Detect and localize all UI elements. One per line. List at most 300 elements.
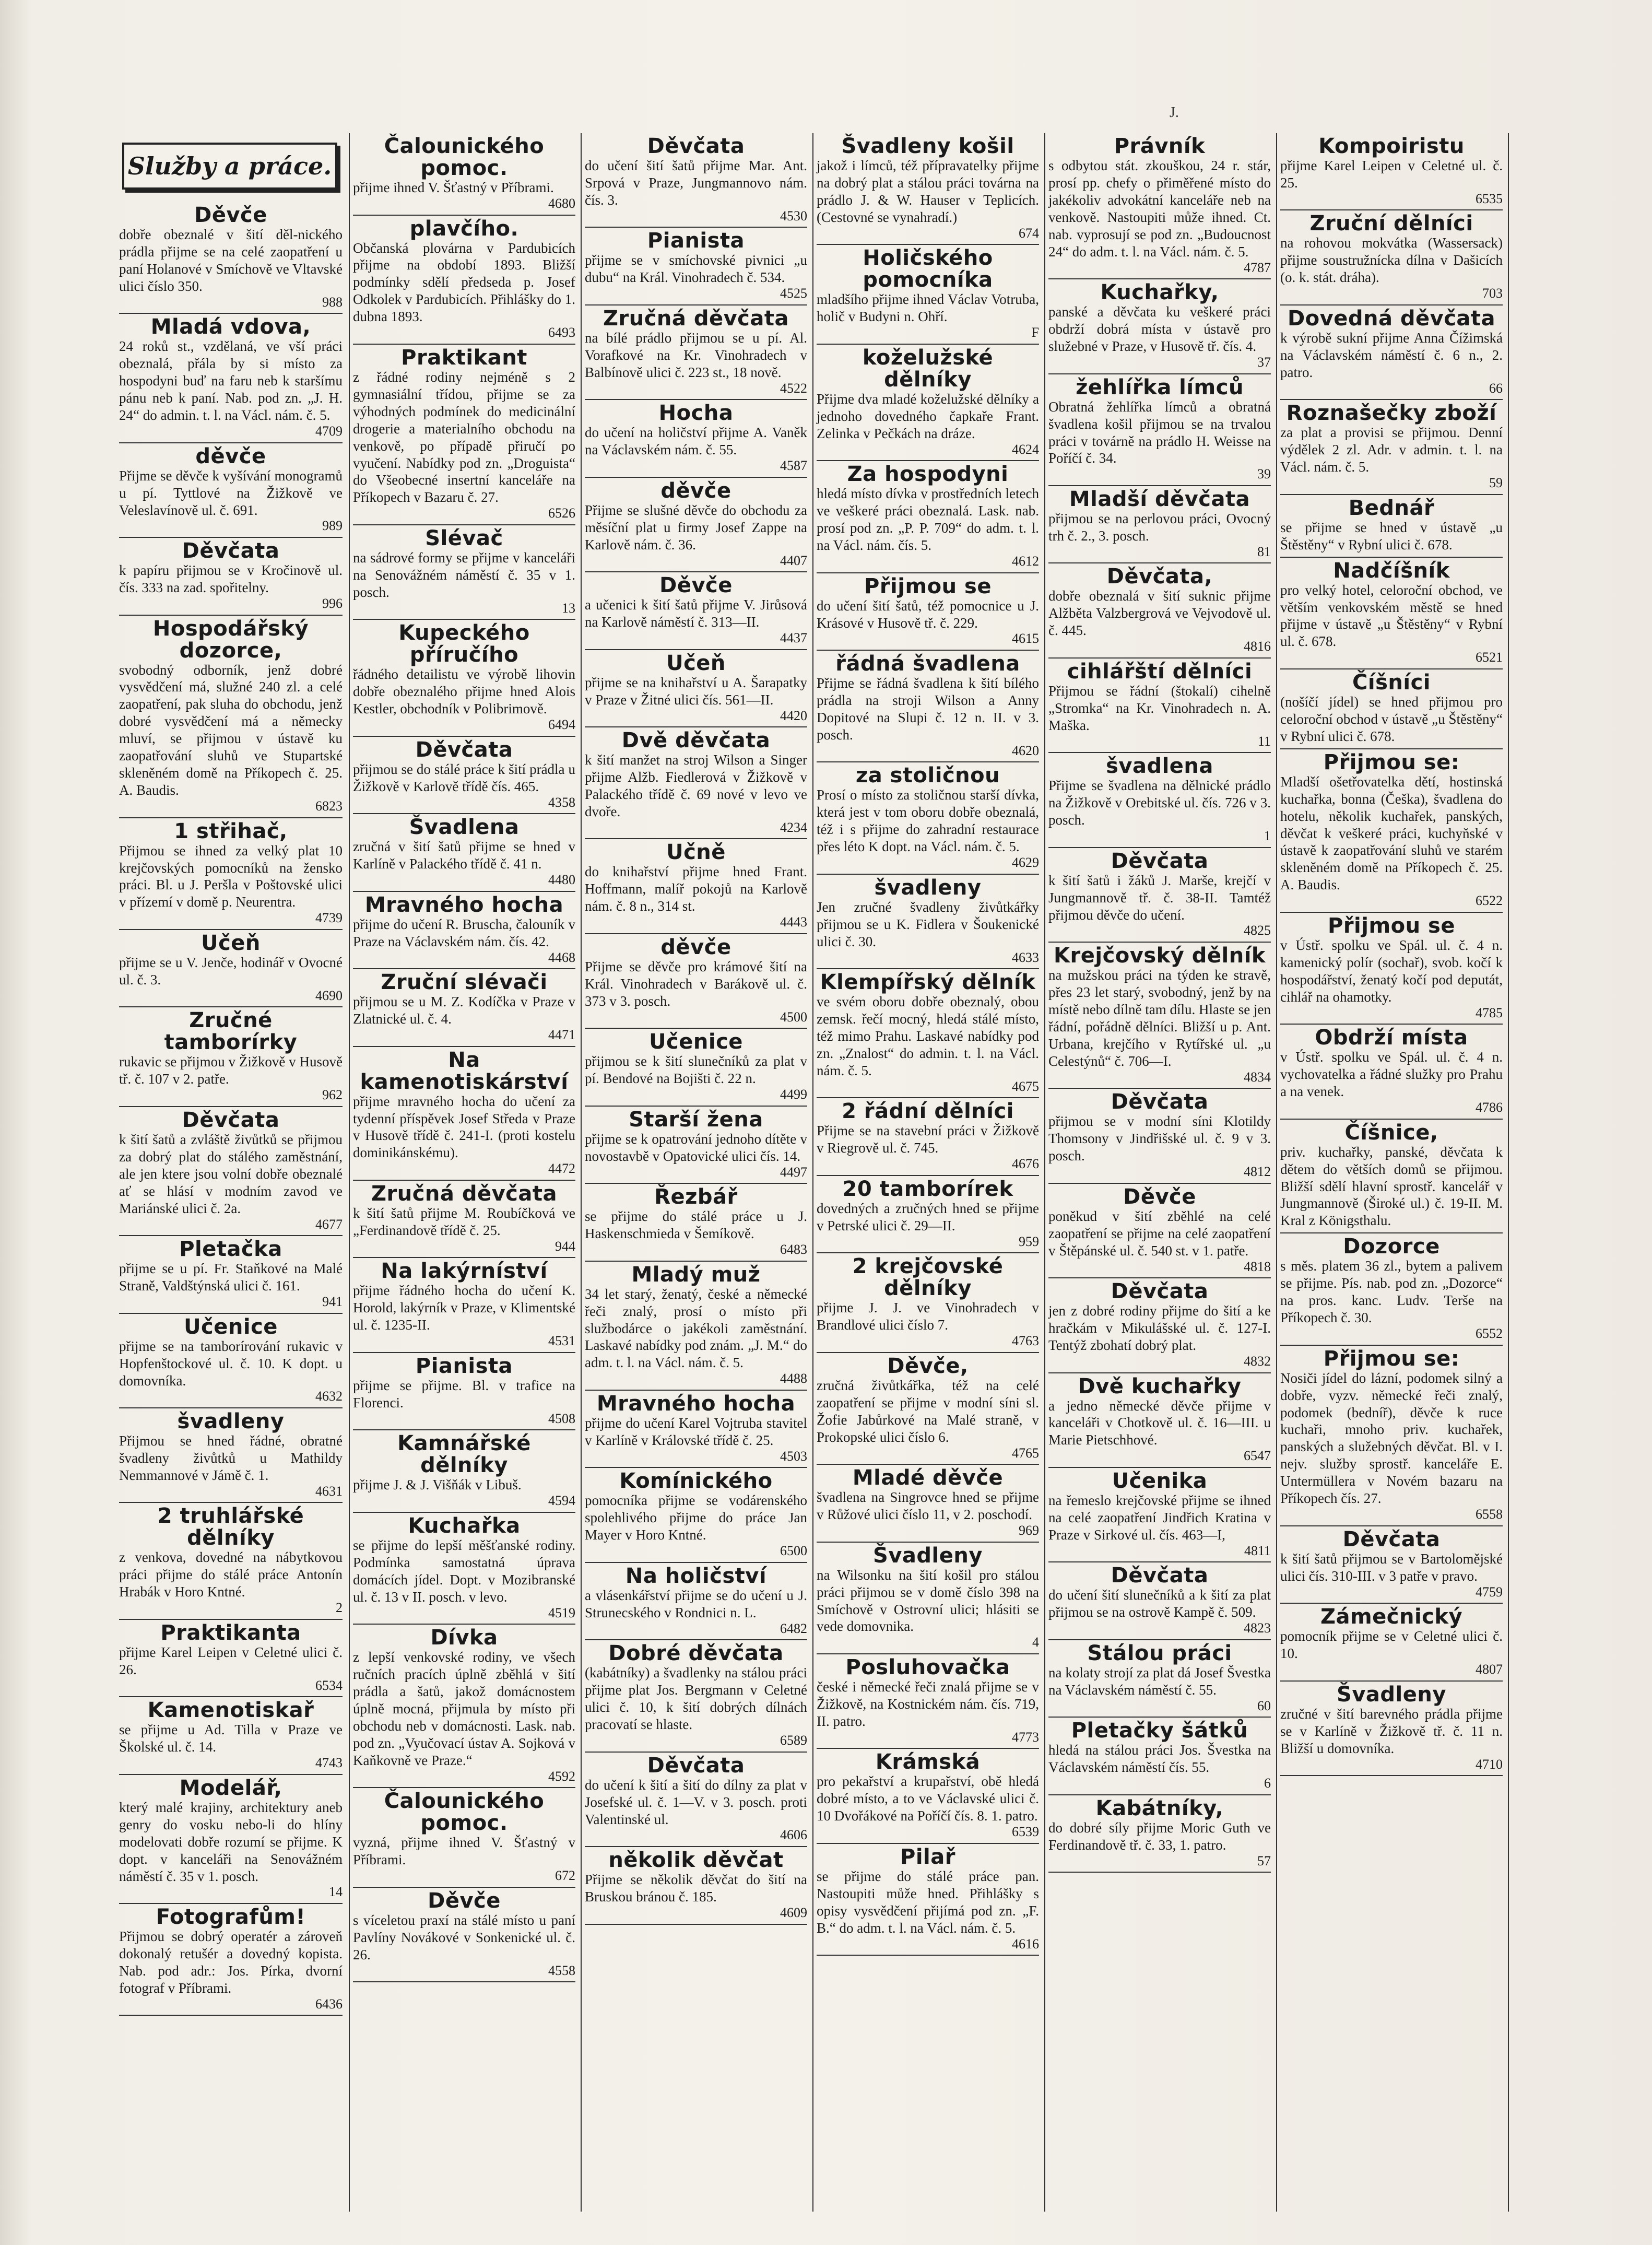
ad-text: Přijme dva mladé koželužské dělníky a jednoho dovedného čapkaře Frant. Zelinka v Pečkách na dráze. [817,391,1039,441]
classified-ad [585,228,807,305]
ad-text: Mladší ošetřovatelka dětí, hostinská kuchařka, bonna (Češka), švadlena do hotelu, několik kuchařek, panských, děvčat k veškeré práci, kuchyňské v ústavě k zaopatřování sluhů ve starém skleněném domě na Příkopech č. 25. A. Baudis. [1280,773,1503,893]
ad-text: se přijme do stálé práce pan. Nastoupiti může hned. Přihlášky s opisy vysvědčení přijímá pod zn. „F. B.“ do adm. t. l. na Václ. nám. č. 5. [817,1868,1039,1936]
ad-number: 4499 [780,1087,807,1102]
ad-number: 6535 [1476,191,1503,206]
classified-ad [585,1184,807,1261]
ad-heading: Starší žena [629,1107,763,1132]
ad-heading: Obdrží místa [1315,1026,1468,1050]
ad-number: 4472 [548,1161,575,1177]
ad-text: dobře obeznalé v šití děl-nického prádla přijme se na celé zaopatření u paní Holanové v Smíchově ve Vltavské ulici číslo 350. [119,227,343,294]
ad-heading: Učenika [1112,1468,1208,1493]
ad-number: 4522 [780,380,807,396]
ad-heading: Modelář, [179,1776,282,1800]
classified-ad [817,875,1039,969]
ad-heading: Učeň [666,651,726,675]
ad-heading: 2 řádní dělníci [842,1099,1014,1124]
classified-ad [1048,1468,1271,1562]
ad-number: 6589 [780,1733,807,1748]
classified-ad [817,651,1039,762]
classified-ad [119,1697,343,1774]
ad-number: 4530 [780,208,807,224]
classified-ad [1280,1233,1503,1345]
ad-text: přijme Karel Leipen v Celetné ul. č. 25. [1280,158,1503,191]
classified-ad [119,202,343,314]
ad-number: 4710 [1476,1756,1503,1772]
ad-number: 4592 [548,1768,575,1784]
ad-number: 1 [1264,828,1271,844]
ad-text: Přijme se řádná švadlena k šití bílého prádla na stroji Wilson a Anny Dopitové na Slupi č. 12 n. II. v 3. posch. [817,675,1039,743]
ad-text: pro velký hotel, celoroční obchod, ve větším venkovském městě se hned přijme v ústavě „u Štěstěny“ v Rybní ul. č. 678. [1280,582,1503,650]
ad-text: do knihařství přijme hned Frant. Hoffmann, malíř pokojů na Karlově nám. č. 8 n., 314 st. [585,864,807,914]
classified-ad [353,525,575,620]
ad-text: přijme Karel Leipen v Celetné ulici č. 26. [119,1644,343,1677]
ad-heading: Kamenotiskař [147,1698,314,1723]
classified-ad [1280,1682,1503,1776]
ad-number: 4759 [1476,1584,1503,1600]
ad-heading: Fotografům! [156,1905,306,1930]
ad-text: 34 let starý, ženatý, české a německé řeči znalý, prosí o místo při službodárce o jakékoli zaměstnání. Laskavé nabídky pod znám. „J. M.“ do adm. t. l. na Václ. nám. č. 5. [585,1286,807,1371]
ad-heading: Zámečnický [1320,1605,1463,1629]
ad-number: 2 [336,1600,343,1616]
ad-text: k šití šatů přijme M. Roubíčková ve „Ferdinandově třídě č. 25. [353,1205,575,1238]
ad-number: 6493 [548,325,575,340]
ad-heading: Praktikant [401,345,527,370]
ad-text: pro pekařství a krupařství, obě hledá dobré místo, a to ve Václavské ulici č. 10 Dvořákové na Poříčí čís. 8. 1. patro. [817,1773,1039,1824]
ad-heading: Na holičství [625,1564,767,1588]
ad-text: zručné v šití barevného prádla přijme se v Karlíně v Žižkově tř. č. 11 n. Bližší u domovníka. [1280,1706,1503,1756]
ad-text: přijme řádného hocha do učení K. Horold, lakýrník v Praze, v Klimentské ul. č. 1235-II. [353,1283,575,1333]
classified-ad [585,1753,807,1847]
ad-text: do učení k šití a šití do dílny za plat v Josefské ul. č. 1—V. v 3. posch. proti Valentinské ul. [585,1777,807,1827]
classified-ad [1048,1562,1271,1640]
ad-number: 996 [322,595,343,611]
ad-text: do učení šití šatů přijme Mar. Ant. Srpová v Praze, Jungmannovo nám. čís. 3. [585,158,807,208]
ad-heading: 2 truhlářské dělníky [157,1504,304,1550]
ad-number: 989 [322,518,343,534]
classified-ad [353,216,575,345]
ad-heading: Švadleny košil [841,134,1014,158]
classified-ad [817,1749,1039,1843]
ad-text: do učení šití slunečníků a k šití za plat přijmou se na ostrově Kampě č. 509. [1048,1587,1271,1620]
ad-number: 4606 [780,1827,807,1843]
ad-number: 11 [1257,733,1271,749]
ad-number: 37 [1257,355,1271,370]
classified-ad [817,1098,1039,1176]
ad-number: 4612 [1012,553,1039,569]
ad-text: řádného detailistu ve výrobě lihovin dobře obeznalého přijme hned Alois Kestler, obchodník v Polibrimově. [353,666,575,717]
page-mark: J. [1170,104,1179,121]
ad-number: 4816 [1244,639,1271,654]
ad-text: přijme se u pí. Fr. Staňkové na Malé Straně, Valdštýnská ulici č. 161. [119,1261,343,1294]
ad-text: přijme ihned V. Šťastný v Příbrami. [353,180,554,195]
classified-ad [1280,210,1503,305]
ad-text: mladšího přijme ihned Václav Votruba, holič v Budyni n. Ohří. [817,291,1039,325]
ad-text: s odbytou stát. zkouškou, 24 r. stár, prosí pp. chefy o přiměřené místo do jakékoliv advokátní kanceláře neb na venkově. Nastoupiti může ihned. Ct. nab. vyprosují se pod zn. „Budoucnost 24“ do adm. t. l. na Václ. nám. č. 5. [1048,158,1271,260]
ad-text: Prosí o místo za stoličnou starší dívka, která jest v tom oboru dobře obeznalá, též i s přijme do zahradní restaurace přes léto K dopt. na Václ. nám. č. 5. [817,787,1039,855]
ad-heading: Děvče [1123,1184,1196,1209]
ad-heading: Krejčovský dělník [1054,944,1266,968]
ad-text: na Wilsonku na šití košil pro stálou práci přijmou se v domě číslo 398 na Smíchově v Ostrovní ulici; hlásiti se vede domovnika. [817,1567,1039,1635]
ad-number: 4773 [1012,1729,1039,1745]
ad-text: pomocník přijme se v Celetné ulici č. 10. [1280,1628,1503,1662]
classified-ad [585,1847,807,1924]
ad-heading: Stálou práci [1087,1641,1232,1665]
ad-number: 4633 [1012,949,1039,965]
ad-text: jakož i límců, též přípravatelky přijme na dobrý plat a stálou práci továrna na prádlo J. & W. Hauser v Teplicích. (Cestovné se vynahradí.) [817,158,1039,225]
ad-number: 959 [1019,1233,1039,1249]
ad-text: k výrobě sukní přijme Anna Čížimská na Václavském náměstí č. 6 n., 2. patro. [1280,330,1503,380]
column-2 [349,133,579,2212]
ad-number: 941 [322,1294,343,1310]
ad-number: 6526 [548,506,575,521]
ad-number: 4818 [1244,1259,1271,1274]
classified-ad [1280,558,1503,669]
ad-text: Přijmou se řádní (štokalí) cihelně „Stromka“ na Kr. Vinohradech n. A. Maška. [1048,683,1271,733]
ad-number: 4832 [1244,1353,1271,1369]
classified-ad [1048,1718,1271,1795]
ad-text: do učení šití šatů, též pomocnice u J. Krásové v Husově tř. č. 229. [817,597,1039,631]
ad-heading: několik děvčat [608,1848,784,1873]
ad-heading: Děvčata [647,134,745,158]
ad-number: 60 [1257,1698,1271,1713]
ad-heading: Mladý muž [631,1262,761,1287]
classified-ad [585,1391,807,1468]
classified-ad [119,1408,343,1503]
ad-text: Přijme se děvče k vyšívání monogramů u pí. Tyttlové na Žižkově ve Veleslavínově ul. č. 691. [119,467,343,518]
ad-number: 4676 [1012,1156,1039,1172]
classified-ad [353,133,575,216]
column-3 [581,133,810,2212]
ad-text: Přijmou se hned řádné, obratné švadleny živůtků u Mathildy Nemmannové v Jámě č. 1. [119,1433,343,1483]
ad-text: a vlásenkářství přijme se do učení u J. Strunecského v Rondnici n. L. [585,1587,807,1620]
ad-text: na sádrové formy se přijme v kanceláři na Senovážném náměstí č. 35 v 1. posch. [353,549,575,600]
ad-heading: Dobré děvčata [608,1641,784,1666]
ad-heading: Na lakýrníství [381,1259,548,1284]
ad-heading: Přijmou se [864,574,992,598]
ad-text: rukavic se přijmou v Žižkově v Husově tř. č. 107 v 2. patře. [119,1054,343,1087]
ad-heading: Děvče [428,1888,501,1913]
ad-text: v Ústř. spolku ve Spál. ul. č. 4 n. kamenický polír (sochař), svob. kočí k hospodářství, ženatý kočí pod deputát, cihlář na ohamotky. [1280,937,1503,1005]
ad-text: přijmou se do stálé práce k šití prádla u Žižkově v Karlově třídě čís. 465. [353,761,575,794]
ad-number: 6483 [780,1242,807,1257]
ad-text: na mužskou práci na týden ke stravě, přes 23 let starý, svobodný, jenž by na místě nebo dílně tam dílu. Hlaste se jen řádní, pořádně dělníci. Bližší u p. Ant. Urbana, krejčího v Rytířské ul. „u Celestýnů“ č. 706—I. [1048,967,1271,1069]
ad-text: přijme se přijme. Bl. v trafice na Florenci. [353,1377,575,1411]
classified-ad [817,1176,1039,1253]
ad-number: 4519 [548,1605,575,1620]
column-5 [1044,133,1274,2212]
ad-heading: Za hospodyni [847,462,1009,487]
ad-number: 6823 [315,798,343,814]
ad-number: 6500 [780,1543,807,1559]
ad-heading: Děvčata [1111,1090,1209,1114]
ad-number: 4468 [548,949,575,965]
classified-ad [353,1513,575,1625]
ad-number: 4620 [1012,743,1039,758]
classified-ad [1048,1795,1271,1873]
classified-ad [353,345,575,525]
ad-heading: Pletačka [179,1237,282,1262]
ad-number: 4615 [1012,631,1039,647]
ad-heading: Mladá vdova, [150,315,311,339]
ad-heading: Děvčata [182,1108,280,1132]
ad-heading: Děvčata, [1106,565,1213,589]
classified-ad [119,930,343,1007]
ad-number: 4823 [1244,1620,1271,1636]
ad-heading: Učeň [201,931,261,955]
ad-number: 4834 [1244,1069,1271,1085]
ad-text: pomocníka přijme se vodárenského spolehlivého přijme do práce Jan Mayer v Horo Kntné. [585,1492,807,1543]
ad-text: z venkova, dovedné na nábytkovou práci přijme do stálé práce Antonín Hrabák v Horo Kntné. [119,1549,343,1600]
ad-number: 4785 [1476,1005,1503,1020]
ad-text: priv. kuchařky, panské, děvčata k dětem do větších domů se přijmou. Bližší sdělí hlavní sprostř. kancelář v Jungmannově (Široké ul.) č. 19-II. M. Kral z Königsthalu. [1280,1144,1503,1229]
ad-heading: Slévač [425,526,503,550]
ad-text: k šití šatů přijmou se v Bartolomějské ulici čís. 310-III. v 3 patře v pravo. [1280,1550,1503,1584]
classified-ad [1280,1346,1503,1526]
ad-text: Přijme se slušné děvče do obchodu za měsíční plat u firmy Josef Zappe na Karlově nám. č. 36. [585,502,807,553]
classified-ad [585,1563,807,1640]
ad-heading: Pianista [415,1354,513,1378]
classified-ad [119,616,343,818]
ad-heading: Kuchařky, [1100,280,1219,305]
ad-number: 4508 [548,1411,575,1426]
ad-text: hledá místo dívka v prostředních letech ve veškeré práci obeznalá. Lask. nab. prosí pod zn. „P. P. 709“ do adm. t. l. na Václ. nám. čís. 5. [817,486,1039,554]
classified-ad [1048,563,1271,658]
classified-ad [817,762,1039,874]
ad-heading: Děvčata [182,539,280,563]
ad-number: 944 [555,1238,575,1254]
ad-number: 4677 [315,1216,343,1232]
ad-number: 6521 [1476,650,1503,665]
ad-number: 6482 [780,1620,807,1636]
ad-number: 988 [322,294,343,310]
ad-heading: 2 krejčovské dělníky [852,1254,1004,1301]
classified-ad [353,814,575,891]
classified-ad [353,1788,575,1887]
ad-text: jen z dobré rodiny přijme do šití a ke hračkám v Mikulášské ul. č. 127-I. Tentýž zbohatí dobrý plat. [1048,1303,1271,1353]
ad-text: přijme se k opatrování jednoho dítěte v novostavbě v Opatovické ulici čís. 14. [585,1131,807,1164]
classified-ad [585,305,807,400]
ad-heading: děvče [195,444,266,468]
ad-heading: Klempířský dělník [820,970,1036,995]
classified-ad [353,1430,575,1513]
ad-heading: Mravného hocha [596,1391,796,1416]
ad-text: přijme se u V. Jenče, hodinář v Ovocné ul. č. 3. [119,954,343,988]
ad-number: 4763 [1012,1333,1039,1349]
section-title: Služby a práce. [122,143,337,190]
classified-ad [585,478,807,572]
classified-ad [585,1107,807,1184]
ad-heading: Přijmou se: [1323,750,1460,774]
ad-heading: Mravného hocha [364,892,564,917]
classified-ad [585,400,807,477]
ad-number: 6558 [1476,1507,1503,1522]
ad-text: do učení na holičství přijme A. Vaněk na Václavském nám. č. 55. [585,425,807,458]
ad-heading: 20 tamborírek [842,1177,1013,1201]
ad-text: se přijme se hned v ústavě „u Štěstěny“ v Rybní ulici č. 678. [1280,519,1503,553]
ad-text: se přijme do stálé práce u J. Haskenschmieda v Šemíkově. [585,1208,807,1242]
ad-heading: Právník [1114,134,1206,158]
classified-ad [1280,1526,1503,1604]
ad-text: z lepší venkovské rodiny, ve všech ručních pracích úplně zběhlá v šití prádla a šatů, jakož domácnostem úplně mocná, přijmula by místo při obchodu neb v domácnosti. Lask. nab. pod zn. „Vyučovací ústav A. Sojková v Kaňkovně ve Praze.“ [353,1649,575,1768]
ad-heading: Kuchařka [408,1513,521,1538]
ad-text: přijmou se na perlovou práci, Ovocný trh č. 2., 3. posch. [1048,510,1271,544]
classified-ad [1280,1025,1503,1119]
ad-text: Jen zručné švadleny živůtkářky přijmou se u K. Fidlera v Šoukenické ulici č. 30. [817,899,1039,949]
ad-number: 4503 [780,1448,807,1464]
ad-heading: cihlářští dělníci [1067,659,1253,684]
ad-text: vyzná, přijme ihned V. Šťastný v Příbrami. [353,1835,575,1868]
ad-number: 4358 [548,794,575,810]
ad-heading: Děvčata [1342,1527,1441,1551]
column-6 [1276,133,1506,2212]
classified-ad [817,1465,1039,1542]
ad-text: zručná živůtkářka, též na celé zaopatření se přijme v modní síni sl. Žofie Jabůrkové na Malé straně, v Prokopské ulici číslo 6. [817,1377,1039,1445]
ad-number: 4786 [1476,1100,1503,1115]
classified-ad [817,461,1039,573]
ad-text: hledá na stálou práci Jos. Švestka na Václavském náměstí čís. 55. [1048,1742,1271,1776]
classified-ad [1048,1184,1271,1278]
ad-heading: Nadčíšník [1333,558,1450,583]
ad-text: a jedno německé děvče přijme v kanceláři v Chotkově ul. č. 16—III. u Marie Pietschhové. [1048,1397,1271,1448]
classified-ad [585,650,807,727]
ad-number: 4609 [780,1905,807,1920]
ad-heading: koželužské dělníky [862,345,994,392]
classified-ad [817,1543,1039,1654]
classified-ad [1280,133,1503,210]
ad-heading: Číšníci [1352,670,1431,695]
ad-heading: za stoličnou [855,763,1000,788]
ad-number: 4480 [548,872,575,888]
ad-heading: Komínického [619,1469,773,1494]
ad-heading: 1 střihač, [174,819,288,843]
ad-text: přijmou se k šití slunečníků za plat v pí. Bendové na Bojišti č. 22 n. [585,1053,807,1087]
classified-ad [585,839,807,934]
ad-text: z řádné rodiny nejméně s 2 gymnasiální třídou, přijme se za výhodných podmínek do medicinální drogerie a materialního obchodu na venkově, po případě přiručí po vyučení. Nabídky pod zn. „Droguista“ do Všeobecné insertní kanceláře na Příkopech v Bazaru č. 27. [353,369,575,506]
ad-heading: Řezbář [654,1185,738,1209]
ad-text: přijme J. J. ve Vinohradech v Brandlové ulici číslo 7. [817,1300,1039,1333]
ad-heading: Zručné tamborírky [164,1008,298,1055]
ad-text: panské a děvčata ku veškeré práci obdrží dobrá místa v ústavě pro služebné v Praze, v Husově tř. čís. 4. [1048,304,1271,355]
ad-number: 4587 [780,458,807,474]
classified-ad [353,1353,575,1430]
ad-heading: Kamnářské dělníky [397,1431,531,1478]
ad-number: 4739 [315,910,343,926]
classified-ad [817,573,1039,651]
classified-ad [119,443,343,538]
classified-ad [1048,1640,1271,1718]
ad-heading: Zručná děvčata [371,1181,557,1206]
ad-heading: řádná švadlena [835,652,1020,676]
ad-heading: žehlířka límců [1076,375,1244,399]
classified-ad [119,1107,343,1236]
ad-heading: děvče [660,935,731,959]
classified-ad [585,572,807,650]
ad-heading: Zruční dělníci [1309,211,1473,236]
classified-ad [1280,400,1503,495]
classified-ad [585,1640,807,1752]
ad-number: 4234 [780,819,807,835]
ad-number: 4675 [1012,1078,1039,1094]
ad-heading: Roznašečky zboží [1286,401,1497,426]
ad-text: s víceletou praxí na stálé místo u paní Pavlíny Novákové v Sonkenické ul. č. 26. [353,1912,575,1962]
ad-heading: Čalounického pomoc. [384,134,545,180]
ad-number: 672 [555,1868,575,1884]
ad-heading: Učenice [184,1314,278,1339]
ad-heading: Švadleny [1337,1682,1446,1707]
ad-heading: švadleny [874,875,982,900]
ad-number: 4437 [780,630,807,646]
classified-ad [353,1047,575,1181]
column-7 [1508,133,1638,2212]
classified-ad [1048,1373,1271,1468]
ad-heading: Na kamenotiskárství [360,1048,569,1094]
ad-heading: Hospodářský dozorce, [152,616,309,663]
ad-text: Přijmou se ihned za velký plat 10 krejčovských pomocníků na žensko práci. Bl. u J. Peršla v Poštovské ulici v přízemí v domě p. Neurentra. [119,842,343,910]
ad-number: 4471 [548,1027,575,1042]
classified-ad [119,1314,343,1408]
ad-text: na kolaty strojí za plat dá Josef Švestka na Václavském náměstí č. 55. [1048,1664,1271,1698]
ad-text: k šití šatů a zvláště živůtků se přijmou za dobrý plat do stálého zaměstnání, ale jen ktere jsou volní dobře obeznalé ať se hlásí v modním zavod ve Mariánské ulici č. 2a. [119,1131,343,1216]
ad-heading: Děvčata [1111,1564,1209,1588]
ad-text: na bílé prádlo přijmou se u pí. Al. Vorafkové na Kr. Vinohradech v Balbínově ulici č. 223 st., 18 nově. [585,330,807,380]
ad-number: 6547 [1244,1448,1271,1464]
classified-ad [1280,305,1503,400]
ad-heading: Číšnice, [1344,1120,1438,1145]
ad-heading: Mladé děvče [852,1466,1004,1490]
ad-number: F [1031,325,1039,340]
ad-heading: Děvče [659,573,733,598]
ad-heading: Děvčata [1111,1279,1209,1304]
ad-number: 6 [1264,1776,1271,1791]
ad-text: v Ústř. spolku ve Spál. ul. č. 4 n. vychovatelka a řádné služky pro Prahu a na venek. [1280,1049,1503,1100]
classified-ad [817,345,1039,461]
ad-text: přijme mravného hocha do učení za tydenní příspěvek Josef Středa v Praze v Husově třídě č. 241-I. (proti kostelu dominikánskému). [353,1093,575,1161]
ad-number: 4765 [1012,1445,1039,1461]
ad-number: 39 [1257,466,1271,482]
classified-ad [585,1029,807,1106]
classified-ad [1048,374,1271,486]
ad-heading: Dovedná děvčata [1287,306,1496,331]
classified-ad [817,1253,1039,1353]
ad-text: přijme se na knihařství u A. Šarapatky v Praze v Žitné ulici čís. 561—II. [585,674,807,708]
ad-text: na řemeslo krejčovské přijme se ihned na celé zaopatření Jindřich Kratina v Praze v Sirkové ul. čís. 463—I, [1048,1492,1271,1543]
classified-ad [353,969,575,1047]
ad-number: 4616 [1012,1936,1039,1952]
ad-text: přijmou se u M. Z. Kodíčka v Praze v Zlatnické ul. č. 4. [353,994,575,1027]
ad-number: 59 [1489,475,1503,491]
ad-number: 4488 [780,1371,807,1386]
ad-number: 962 [322,1087,343,1103]
ad-text: Přijme se děvče pro krámové šití na Král. Vinohradech v Barákově ul. č. 373 v 3. posch. [585,958,807,1009]
ad-number: 57 [1257,1853,1271,1868]
ad-heading: Holičského pomocníka [863,246,993,292]
ad-text: Obratná žehlířka límců a obratná švadlena košil přijmou se na trvalou práci v továrně na prádlo H. Weisse na Poříčí č. 34. [1048,398,1271,466]
ad-heading: Čalounického pomoc. [384,1789,545,1836]
ad-heading: Posluhovačka [845,1655,1010,1679]
ad-number: 4825 [1244,923,1271,938]
ad-heading: Švadlena [409,815,520,840]
ad-heading: Praktikanta [160,1620,301,1645]
ad-text: Přijme se na stavební práci v Žižkově v Riegrově ul. č. 745. [817,1123,1039,1156]
classified-ad [1048,1089,1271,1183]
ad-heading: Pilař [900,1844,955,1869]
classified-ad [585,133,807,228]
ad-number: 81 [1257,544,1271,559]
ad-text: Přijme se švadlena na dělnické prádlo na Žižkově v Orebitské ul. čís. 726 v 3. posch. [1048,778,1271,828]
ad-text: přijmou se v modní síni Klotildy Thomsony v Jindřišské ul. č. 9 v 3. posch. [1048,1113,1271,1164]
ad-heading: Děvče [194,203,267,227]
ad-heading: Kupeckého příručího [398,621,530,667]
